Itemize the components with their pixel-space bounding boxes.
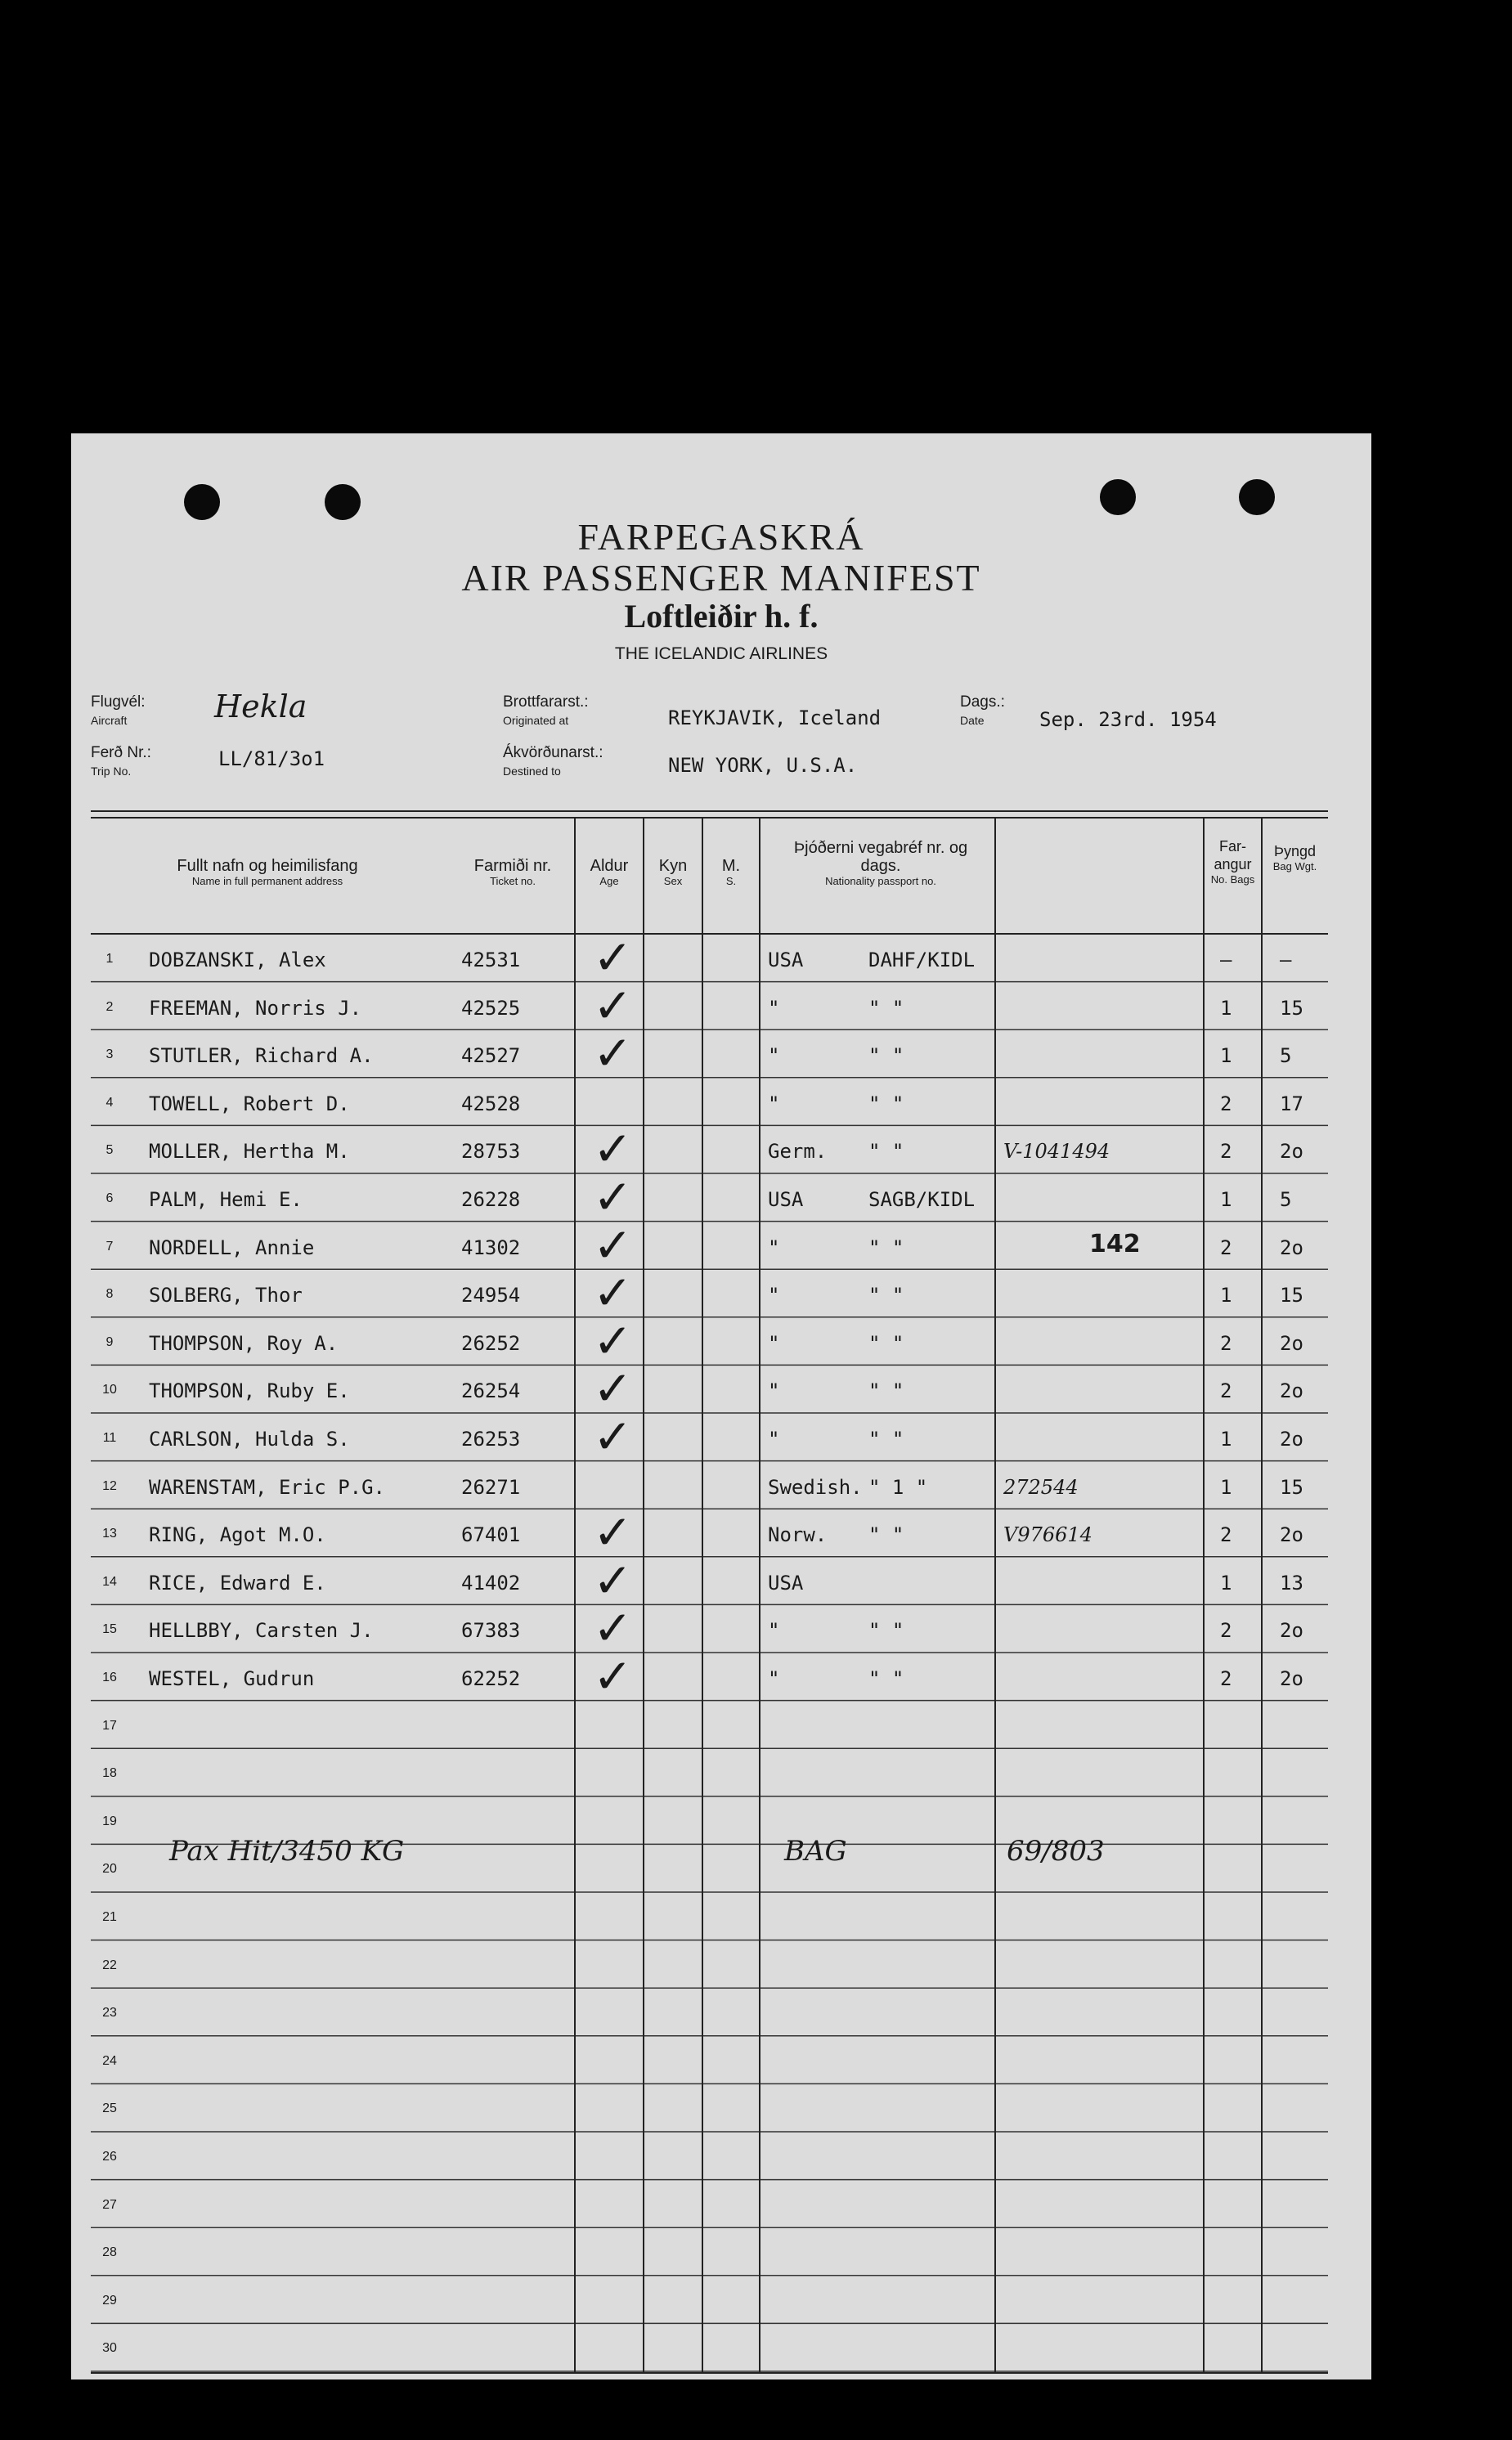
passport-info: " " <box>868 1619 904 1643</box>
age-check-mark: ✓ <box>593 1025 633 1082</box>
handwritten-note: 272544 <box>1003 1475 1079 1499</box>
bag-count: 2 <box>1220 1236 1232 1259</box>
ticket-number: 67383 <box>461 1619 521 1643</box>
passport-info: " " <box>868 1331 904 1355</box>
nationality: USA <box>768 1188 804 1211</box>
destination-label-is: Ákvörðunarst.: <box>503 744 603 761</box>
age-check-mark: ✓ <box>593 977 633 1034</box>
row-number: 19 <box>102 1814 117 1828</box>
header-sex <box>644 857 702 888</box>
destination-value: NEW YORK, U.S.A. <box>668 754 858 777</box>
nationality: " <box>768 1331 780 1355</box>
row-number: 14 <box>102 1574 117 1589</box>
passport-info: " " <box>868 1428 904 1451</box>
passport-info: " " <box>868 1667 904 1690</box>
passport-info: DAHF/KIDL <box>868 949 976 971</box>
ticket-number: 42527 <box>461 1044 521 1068</box>
airline-name: Loftleiðir h. f. <box>624 598 819 635</box>
passenger-name: HELLBBY, Carsten J. <box>149 1619 374 1643</box>
bag-count: 1 <box>1220 1428 1232 1451</box>
passenger-name: WARENSTAM, Eric P.G. <box>149 1475 385 1499</box>
passenger-name: WESTEL, Gudrun <box>149 1667 315 1690</box>
bag-weight: 15 <box>1280 1284 1303 1307</box>
row-number: 8 <box>105 1287 114 1302</box>
row-number: 24 <box>102 2053 117 2068</box>
passenger-name: DOBZANSKI, Alex <box>149 949 326 971</box>
nationality: " <box>768 1284 780 1307</box>
passport-info: SAGB/KIDL <box>868 1188 976 1211</box>
passenger-name: TOWELL, Robert D. <box>149 1092 350 1115</box>
bag-weight: 2o <box>1280 1667 1303 1690</box>
nationality: USA <box>768 949 804 971</box>
passenger-name: PALM, Hemi E. <box>149 1188 303 1211</box>
header-weight-en: Bag Wgt. <box>1272 860 1317 872</box>
header-nationality-en: Nationality passport no. <box>825 875 936 887</box>
ticket-number: 26253 <box>461 1428 521 1451</box>
pax-weight-note: Pax Hit/3450 KG <box>169 1835 405 1868</box>
row-number: 25 <box>102 2101 117 2116</box>
destination-label-en: Destined to <box>503 765 561 778</box>
row-number: 27 <box>102 2197 117 2212</box>
ticket-number: 26271 <box>461 1475 521 1499</box>
row-number: 6 <box>105 1191 114 1205</box>
row-number: 18 <box>102 1766 117 1781</box>
passenger-name: FREEMAN, Norris J. <box>149 996 362 1020</box>
row-number: 21 <box>102 1910 117 1924</box>
bag-count: 2 <box>1220 1140 1232 1164</box>
row-number: 13 <box>102 1527 117 1541</box>
ticket-number: 42525 <box>461 996 521 1020</box>
passenger-name: RING, Agot M.O. <box>149 1523 326 1547</box>
age-check-mark: ✓ <box>593 1648 633 1704</box>
bag-weight: 2o <box>1280 1428 1303 1451</box>
origin-value: REYKJAVIK, Iceland <box>668 706 882 729</box>
nationality: " <box>768 1619 780 1643</box>
bag-note-label: BAG <box>784 1835 847 1868</box>
bag-count: 1 <box>1220 1044 1232 1068</box>
bag-weight: 17 <box>1280 1092 1303 1115</box>
age-check-mark: ✓ <box>593 1169 633 1225</box>
header-ticket-en: Ticket no. <box>490 875 536 887</box>
nationality: Norw. <box>768 1523 828 1547</box>
row-number: 17 <box>102 1718 117 1733</box>
bag-weight: 2o <box>1280 1619 1303 1643</box>
bag-weight: 15 <box>1280 1475 1303 1499</box>
nationality: " <box>768 1044 780 1068</box>
header-name-is: Fullt nafn og heimilisfang <box>177 857 358 875</box>
bag-weight: 2o <box>1280 1236 1303 1259</box>
header-bags-en: No. Bags <box>1210 873 1255 886</box>
nationality: " <box>768 1428 780 1451</box>
ticket-number: 42531 <box>461 949 521 971</box>
header-nationality <box>783 839 979 888</box>
aircraft-label-is: Flugvél: <box>91 693 146 711</box>
bag-count: 2 <box>1220 1379 1232 1403</box>
age-check-mark: ✓ <box>593 1409 633 1464</box>
header-ticket-is: Farmiði nr. <box>473 857 552 875</box>
age-check-mark: ✓ <box>593 930 633 985</box>
row-number: 7 <box>105 1239 114 1254</box>
passport-info: " " <box>868 1379 904 1403</box>
row-number: 9 <box>105 1334 114 1349</box>
bag-weight: 15 <box>1280 996 1303 1020</box>
header-ms <box>702 857 760 888</box>
passport-info: " " <box>868 1236 904 1259</box>
bag-weight: 2o <box>1280 1523 1303 1547</box>
row-number: 30 <box>102 2341 117 2356</box>
nationality: " <box>768 1092 780 1115</box>
passenger-name: RICE, Edward E. <box>149 1571 326 1595</box>
bag-count: 2 <box>1220 1667 1232 1690</box>
ticket-number: 42528 <box>461 1092 521 1115</box>
header-ms-is: M. <box>721 857 741 875</box>
ticket-number: 41302 <box>461 1236 521 1259</box>
bag-count: 2 <box>1220 1092 1232 1115</box>
age-check-mark: ✓ <box>593 1265 633 1321</box>
header-weight-is: Þyngd <box>1273 843 1317 859</box>
bag-note-value: 69/803 <box>1007 1835 1105 1868</box>
header-bags-is: Far-angur <box>1214 838 1252 872</box>
row-number: 20 <box>102 1862 117 1877</box>
passport-info: " " <box>868 1284 904 1307</box>
nationality: Germ. <box>768 1140 828 1164</box>
bag-weight: 2o <box>1280 1331 1303 1355</box>
bag-weight: 2o <box>1280 1379 1303 1403</box>
header-age-is: Aldur <box>590 857 629 875</box>
nationality: " <box>768 1236 780 1259</box>
passport-info: " " <box>868 996 904 1020</box>
nationality: " <box>768 1667 780 1690</box>
ticket-number: 26228 <box>461 1188 521 1211</box>
passenger-name: MOLLER, Hertha M. <box>149 1140 350 1164</box>
row-number: 10 <box>102 1383 117 1397</box>
age-check-mark: ✓ <box>593 1121 633 1177</box>
passenger-name: SOLBERG, Thor <box>149 1284 303 1307</box>
header-ticket <box>455 857 570 888</box>
header-sex-en: Sex <box>663 875 683 887</box>
row-number: 16 <box>102 1671 117 1684</box>
row-number: 15 <box>102 1622 117 1637</box>
date-label-en: Date <box>960 714 985 727</box>
row-number: 29 <box>102 2293 117 2308</box>
origin-label-en: Originated at <box>503 714 569 727</box>
nationality: " <box>768 996 780 1020</box>
origin-label-is: Brottfararst.: <box>503 693 589 711</box>
trip-label-en: Trip No. <box>91 765 132 778</box>
ticket-number: 41402 <box>461 1571 521 1595</box>
age-check-mark: ✓ <box>593 1217 633 1273</box>
bag-count: 1 <box>1220 1188 1232 1211</box>
row-number: 2 <box>105 999 114 1014</box>
date-label-is: Dags.: <box>960 693 1005 711</box>
ticket-number: 62252 <box>461 1667 521 1690</box>
passenger-name: CARLSON, Hulda S. <box>149 1428 350 1451</box>
header-name-en: Name in full permanent address <box>191 875 343 887</box>
row-number: 23 <box>102 2006 117 2021</box>
date-value: Sep. 23rd. 1954 <box>1039 708 1217 731</box>
bag-weight: 2o <box>1280 1140 1303 1164</box>
row-number: 4 <box>105 1095 114 1110</box>
bag-count: 1 <box>1220 996 1232 1020</box>
passenger-name: NORDELL, Annie <box>149 1236 315 1259</box>
header-sex-is: Kyn <box>658 857 688 875</box>
row-number: 22 <box>102 1958 117 1972</box>
age-check-mark: ✓ <box>593 1361 633 1417</box>
passenger-name: STUTLER, Richard A. <box>149 1044 374 1068</box>
ticket-number: 28753 <box>461 1140 521 1164</box>
row-number: 11 <box>102 1431 117 1445</box>
passport-info: " " <box>868 1044 904 1068</box>
handwritten-note: V-1041494 <box>1003 1140 1110 1164</box>
handwritten-note: V976614 <box>1003 1523 1092 1547</box>
ticket-number: 26252 <box>461 1331 521 1355</box>
ticket-number: 26254 <box>461 1379 521 1403</box>
bag-count: – <box>1220 949 1232 971</box>
passport-info: " " <box>868 1140 904 1164</box>
ticket-number: 67401 <box>461 1523 521 1547</box>
header-ms-en: S. <box>725 875 737 887</box>
title-icelandic: FARPEGASKRÁ <box>577 516 865 558</box>
passport-info: " " <box>868 1092 904 1115</box>
nationality: USA <box>768 1571 804 1595</box>
header-weight <box>1262 842 1328 873</box>
age-check-mark: ✓ <box>593 1312 633 1369</box>
nationality: " <box>768 1379 780 1403</box>
row-number: 26 <box>102 2150 117 2164</box>
aircraft-label-en: Aircraft <box>91 714 128 727</box>
passenger-name: THOMPSON, Ruby E. <box>149 1379 350 1403</box>
row-number: 1 <box>105 952 114 966</box>
bag-count: 2 <box>1220 1619 1232 1643</box>
manifest-table-grid <box>71 433 1371 2379</box>
header-name <box>120 857 415 888</box>
bag-weight: 5 <box>1280 1188 1292 1211</box>
bag-count: 2 <box>1220 1523 1232 1547</box>
row-number: 3 <box>105 1047 114 1062</box>
trip-value: LL/81/3o1 <box>218 747 325 770</box>
ticket-number: 24954 <box>461 1284 521 1307</box>
header-age <box>575 857 644 888</box>
bag-count: 1 <box>1220 1284 1232 1307</box>
row-number: 28 <box>102 2245 117 2260</box>
handwritten-note: 142 <box>1089 1229 1141 1258</box>
row-number: 12 <box>102 1478 117 1493</box>
bag-count: 1 <box>1220 1475 1232 1499</box>
row-number: 5 <box>105 1143 114 1158</box>
passenger-name: THOMPSON, Roy A. <box>149 1331 339 1355</box>
age-check-mark: ✓ <box>593 1505 633 1561</box>
header-bags <box>1204 837 1262 886</box>
passport-info: " 1 " <box>868 1475 928 1499</box>
bag-count: 2 <box>1220 1331 1232 1355</box>
age-check-mark: ✓ <box>593 1552 633 1608</box>
title-english: AIR PASSENGER MANIFEST <box>461 557 981 599</box>
bag-weight: 13 <box>1280 1571 1303 1595</box>
bag-weight: – <box>1280 949 1292 971</box>
bag-count: 1 <box>1220 1571 1232 1595</box>
airline-subtitle: THE ICELANDIC AIRLINES <box>614 644 828 663</box>
aircraft-value: Hekla <box>214 688 307 724</box>
header-nationality-is: Þjóðerni vegabréf nr. og dags. <box>793 839 968 875</box>
header-age-en: Age <box>599 875 619 887</box>
trip-label-is: Ferð Nr.: <box>91 744 151 761</box>
nationality: Swedish. <box>768 1475 863 1499</box>
bag-weight: 5 <box>1280 1044 1292 1068</box>
manifest-sheet <box>71 433 1371 2379</box>
passport-info: " " <box>868 1523 904 1547</box>
age-check-mark: ✓ <box>593 1600 633 1657</box>
